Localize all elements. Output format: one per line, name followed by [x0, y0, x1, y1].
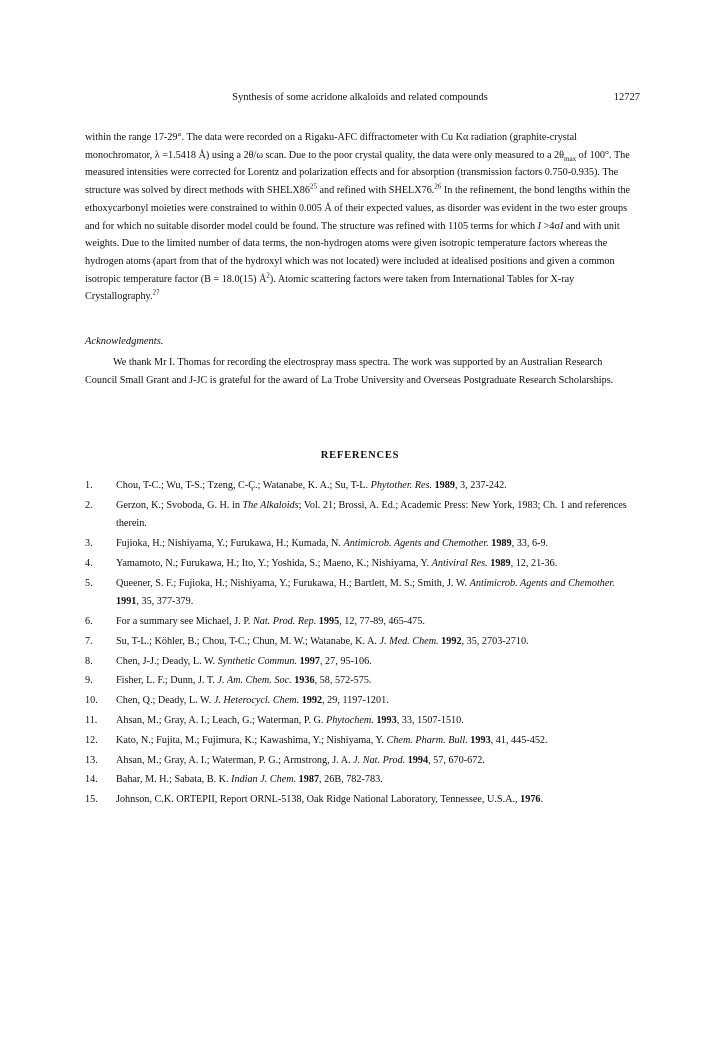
- reference-book-title: The Alkaloids: [242, 499, 299, 511]
- reference-details: , 57, 670-672.: [428, 754, 485, 766]
- reference-year: 1987: [298, 774, 320, 786]
- reference-details: , 41, 445-452.: [490, 734, 548, 746]
- reference-details: , 33, 6-9.: [511, 538, 549, 550]
- italic-i-2: I: [559, 220, 564, 232]
- reference-item: [85, 535, 640, 554]
- reference-item: [85, 613, 640, 632]
- reference-details: , 58, 572-575.: [314, 675, 372, 687]
- reference-journal: J. Am. Chem. Soc.: [217, 675, 292, 687]
- references-heading: REFERENCES: [320, 450, 400, 461]
- reference-journal: Antimicrob. Agents and Chemother.: [469, 577, 615, 589]
- reference-authors: Su, T-L.; Köhler, B.; Chou, T-C.; Chun, M. W.; Watanabe, K. A.: [116, 635, 380, 647]
- reference-details: , 35, 2703-2710.: [461, 635, 529, 647]
- reference-year: 1992: [441, 635, 462, 647]
- reference-number: 3.: [85, 538, 93, 550]
- reference-details: ; Vol. 21; Brossi, A. Ed.; Academic Press: New York, 1983; Ch. 1 and references therein.: [116, 499, 627, 530]
- reference-item: [85, 712, 640, 731]
- reference-journal: J. Heterocycl. Chem.: [213, 695, 300, 707]
- citation-26: 26: [434, 182, 442, 191]
- acknowledgments-heading: Acknowledgments.: [85, 336, 164, 347]
- reference-journal: J. Nat. Prod.: [353, 754, 406, 766]
- reference-details: , 35, 377-379.: [136, 596, 194, 608]
- reference-year: 1995: [318, 616, 340, 628]
- reference-authors: Gerzon, K.; Svoboda, G. H. in: [116, 499, 243, 511]
- reference-number: 14.: [85, 774, 98, 786]
- reference-number: 8.: [85, 655, 93, 667]
- reference-authors: Bahar, M. H.; Sabata, B. K.: [116, 774, 232, 786]
- body-text-2: of 100°. The measured intensities were corrected for Lorentz and polarization effects and for absorption (transmission factors 0.750-0.935). The structure was solved by direct methods with SHELX86: [85, 149, 630, 197]
- reference-item: [85, 575, 640, 612]
- reference-item: [85, 692, 640, 711]
- reference-details: , 33, 1507-1510.: [396, 715, 464, 726]
- reference-number: 1.: [85, 480, 93, 491]
- reference-authors: Fisher, L. F.; Dunn, J. T.: [116, 675, 218, 687]
- reference-item: [85, 752, 640, 771]
- reference-details: , 27, 95-106.: [319, 655, 372, 667]
- reference-item: [85, 497, 640, 534]
- reference-item: [85, 791, 640, 810]
- reference-journal: Phytochem.: [325, 715, 374, 726]
- reference-year: 1997: [299, 655, 320, 667]
- reference-details: .: [540, 794, 544, 806]
- page-number: 12727: [613, 92, 640, 103]
- italic-i-1: I: [537, 220, 542, 232]
- reference-item: [85, 672, 640, 691]
- reference-year: 1992: [301, 695, 323, 707]
- reference-year: 1994: [407, 754, 429, 766]
- running-title: Synthesis of some acridone alkaloids and related compounds: [232, 92, 488, 103]
- reference-year: 1976: [520, 794, 541, 806]
- reference-details: , 3, 237-242.: [454, 480, 507, 491]
- reference-journal: Antiviral Res.: [431, 557, 488, 569]
- reference-number: 4.: [85, 557, 93, 569]
- citation-25: 25: [309, 182, 317, 191]
- reference-authors: Chen, Q.; Deady, L. W.: [116, 695, 214, 707]
- reference-year: 1993: [470, 734, 491, 746]
- reference-year: 1936: [294, 675, 315, 687]
- reference-item: [85, 555, 640, 574]
- reference-journal: J. Med. Chem.: [379, 635, 439, 647]
- reference-journal: Synthetic Commun.: [217, 655, 298, 667]
- reference-authors: Kato, N.; Fujita, M.; Fujimura, K.; Kawashima, Y.; Nishiyama, Y.: [116, 734, 387, 746]
- reference-number: 6.: [85, 616, 93, 628]
- reference-number: 10.: [85, 695, 98, 707]
- reference-year: 1991: [116, 596, 137, 608]
- reference-number: 11.: [85, 715, 98, 726]
- reference-details: , 12, 77-89, 465-475.: [339, 616, 425, 628]
- reference-journal: Chem. Pharm. Bull.: [386, 734, 468, 746]
- body-text-3: and refined with SHELX76.: [316, 185, 435, 197]
- citation-27: 27: [152, 288, 160, 297]
- body-text-6: and with unit weights. Due to the limited number of data terms, the non-hydrogen atoms were given isotropic temperature factors whereas the hydrogen atoms (apart from that of the hydroxyl which was not located) were included at idealised positions and given a common isotropic temperature factor (B = 18.0(15) Å: [85, 220, 620, 285]
- reference-item: [85, 653, 640, 672]
- reference-details: , 29, 1197-1201.: [322, 695, 389, 707]
- reference-authors: For a summary see Michael, J. P.: [116, 616, 253, 628]
- acknowledgments-text: We thank Mr I. Thomas for recording the electrospray mass spectra. The work was supported by an Australian Research Council Small Grant and J-JC is grateful for the award of La Trobe University and Overseas Postgraduate Research Scholarships.: [85, 357, 614, 386]
- running-head: [0, 92, 720, 108]
- reference-authors: Johnson, C.K. ORTEPII, Report ORNL-5138, Oak Ridge National Laboratory, Tennessee, U.S.A.,: [116, 794, 521, 806]
- body-text-4: In the refinement, the bond lengths within the ethoxycarbonyl moieties were constrained to within 0.005 Å of their expected values, as disorder was evident in the two ester groups and for which no suitable disorder model could be found. The structure was refined with 1105 terms for which: [85, 185, 631, 232]
- reference-number: 9.: [85, 675, 93, 687]
- reference-year: 1989: [491, 538, 512, 550]
- reference-item: [85, 633, 640, 652]
- reference-item: [85, 477, 640, 496]
- reference-details: , 26B, 782-783.: [319, 774, 383, 786]
- body-text-5: >4σ: [541, 220, 560, 232]
- body-text-1: within the range 17-29°. The data were recorded on a Rigaku-AFC diffractometer with Cu Kα radiation (graphite-crystal monochromator, λ =1.5418 Å) using a 2θ/ω scan. Due to the poor crystal quality, the data were only measured to a 2θ: [85, 132, 577, 161]
- reference-year: 1989: [434, 480, 455, 491]
- body-text-7: ). Atomic scattering factors were taken from International Tables for X-ray Crystallography.: [85, 273, 575, 303]
- reference-number: 5.: [85, 577, 93, 589]
- reference-number: 15.: [85, 794, 98, 806]
- reference-year: 1989: [490, 557, 511, 569]
- reference-journal: Antimicrob. Agents and Chemother.: [343, 538, 489, 550]
- superscript-2: 2: [266, 271, 270, 280]
- reference-details: , 12, 21-36.: [510, 557, 558, 569]
- reference-authors: Ahsan, M.; Gray, A. I.; Waterman, P. G.; Armstrong, J. A.: [116, 754, 354, 766]
- reference-authors: Ahsan, M.; Gray, A. I.; Leach, G.; Waterman, P. G.: [116, 715, 326, 726]
- reference-number: 7.: [85, 635, 93, 647]
- body-paragraph: [85, 129, 637, 306]
- subscript-max: max: [564, 154, 577, 163]
- reference-journal: Indian J. Chem.: [231, 774, 297, 786]
- reference-authors: Fujioka, H.; Nishiyama, Y.; Furukawa, H.; Kumada, N.: [116, 538, 344, 550]
- reference-journal: Phytother. Res.: [370, 480, 433, 491]
- reference-authors: Chen, J-J.; Deady, L. W.: [116, 655, 218, 667]
- reference-authors: Queener, S. F.; Fujioka, H.; Nishiyama, Y.; Furukawa, H.; Bartlett, M. S.; Smith, J. W.: [116, 577, 470, 589]
- reference-authors: Yamamoto, N.; Furukawa, H.; Ito, Y.; Yoshida, S.; Maeno, K.; Nishiyama, Y.: [116, 557, 432, 569]
- reference-number: 13.: [85, 754, 98, 766]
- references-list: [85, 477, 640, 811]
- reference-journal: Nat. Prod. Rep.: [252, 616, 317, 628]
- reference-number: 12.: [85, 734, 98, 746]
- reference-year: 1993: [376, 715, 397, 726]
- reference-item: [85, 771, 640, 790]
- reference-item: [85, 732, 640, 751]
- reference-authors: Chou, T-C.; Wu, T-S.; Tzeng, C-Ç.; Watanabe, K. A.; Su, T-L.: [116, 480, 371, 491]
- reference-number: 2.: [85, 499, 93, 511]
